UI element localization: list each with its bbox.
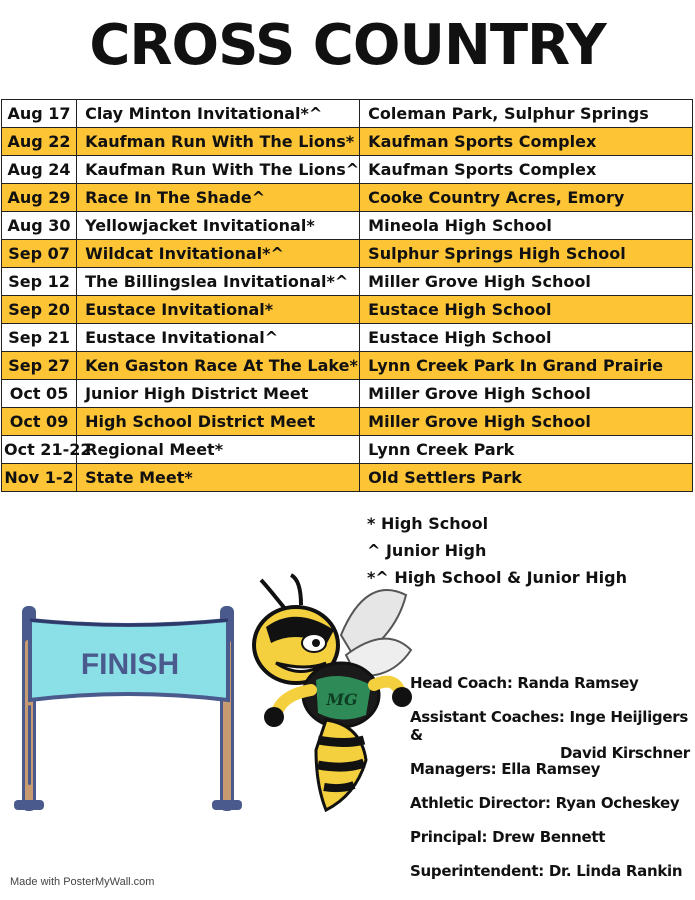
schedule-row xyxy=(2,156,693,184)
schedule-table xyxy=(1,99,693,492)
schedule-date: Aug 24 xyxy=(2,156,77,184)
schedule-row xyxy=(2,100,693,128)
assistant-coaches xyxy=(410,708,695,760)
head-coach: Head Coach: Randa Ramsey xyxy=(410,674,639,692)
schedule-date: Aug 17 xyxy=(2,100,77,128)
schedule-event: Kaufman Run With The Lions^ xyxy=(77,156,360,184)
schedule-row xyxy=(2,128,693,156)
schedule-date: Sep 27 xyxy=(2,352,77,380)
schedule-location: Miller Grove High School xyxy=(360,408,693,436)
schedule-location: Miller Grove High School xyxy=(360,380,693,408)
page-title: CROSS COUNTRY xyxy=(89,13,606,78)
assistant-coaches-line2: David Kirschner xyxy=(560,744,690,762)
schedule-row xyxy=(2,324,693,352)
schedule-date: Sep 21 xyxy=(2,324,77,352)
finish-label: FINISH xyxy=(80,648,180,681)
schedule-date: Aug 29 xyxy=(2,184,77,212)
schedule-location: Eustace High School xyxy=(360,296,693,324)
schedule-location: Eustace High School xyxy=(360,324,693,352)
schedule-location: Miller Grove High School xyxy=(360,268,693,296)
schedule-event: Wildcat Invitational*^ xyxy=(77,240,360,268)
athletic-director: Athletic Director: Ryan Ocheskey xyxy=(410,794,680,812)
schedule-event: Yellowjacket Invitational* xyxy=(77,212,360,240)
assistant-coaches-line1: Assistant Coaches: Inge Heijligers & xyxy=(410,708,688,744)
schedule-date: Oct 09 xyxy=(2,408,77,436)
schedule-row xyxy=(2,352,693,380)
schedule-row xyxy=(2,464,693,492)
staff-list xyxy=(410,674,695,896)
schedule-location: Mineola High School xyxy=(360,212,693,240)
schedule-date: Sep 12 xyxy=(2,268,77,296)
schedule-row xyxy=(2,212,693,240)
schedule-event: The Billingslea Invitational*^ xyxy=(77,268,360,296)
schedule-event: High School District Meet xyxy=(77,408,360,436)
schedule-row xyxy=(2,436,693,464)
schedule-event: Regional Meet* xyxy=(77,436,360,464)
schedule-row xyxy=(2,296,693,324)
schedule-date: Aug 30 xyxy=(2,212,77,240)
yellowjacket-mascot xyxy=(246,575,416,815)
legend-high-school: * High School xyxy=(367,514,489,533)
schedule-date: Aug 22 xyxy=(2,128,77,156)
schedule-date: Oct 05 xyxy=(2,380,77,408)
legend-both: *^ High School & Junior High xyxy=(367,568,627,587)
schedule-body xyxy=(2,100,693,492)
schedule-location: Old Settlers Park xyxy=(360,464,693,492)
schedule-event: Eustace Invitational^ xyxy=(77,324,360,352)
schedule-event: Race In The Shade^ xyxy=(77,184,360,212)
managers: Managers: Ella Ramsey xyxy=(410,760,601,778)
schedule-location: Sulphur Springs High School xyxy=(360,240,693,268)
schedule-row xyxy=(2,408,693,436)
schedule-location: Coleman Park, Sulphur Springs xyxy=(360,100,693,128)
schedule-location: Cooke Country Acres, Emory xyxy=(360,184,693,212)
schedule-event: State Meet* xyxy=(77,464,360,492)
schedule-event: Ken Gaston Race At The Lake* xyxy=(77,352,360,380)
schedule-location: Kaufman Sports Complex xyxy=(360,156,693,184)
schedule-event: Clay Minton Invitational*^ xyxy=(77,100,360,128)
schedule-location: Lynn Creek Park In Grand Prairie xyxy=(360,352,693,380)
principal: Principal: Drew Bennett xyxy=(410,828,606,846)
schedule-event: Kaufman Run With The Lions* xyxy=(77,128,360,156)
mascot-initials: MG xyxy=(326,690,358,709)
schedule-event: Eustace Invitational* xyxy=(77,296,360,324)
schedule-location: Kaufman Sports Complex xyxy=(360,128,693,156)
schedule-row xyxy=(2,268,693,296)
legend-junior-high: ^ Junior High xyxy=(367,541,487,560)
schedule-date: Oct 21-22 xyxy=(2,436,77,464)
schedule-row xyxy=(2,380,693,408)
schedule-date: Sep 20 xyxy=(2,296,77,324)
finish-line-illustration xyxy=(8,600,248,815)
schedule-event: Junior High District Meet xyxy=(77,380,360,408)
schedule-location: Lynn Creek Park xyxy=(360,436,693,464)
schedule-date: Sep 07 xyxy=(2,240,77,268)
schedule-date: Nov 1-2 xyxy=(2,464,77,492)
schedule-row xyxy=(2,240,693,268)
schedule-row xyxy=(2,184,693,212)
superintendent: Superintendent: Dr. Linda Rankin xyxy=(410,862,683,880)
poster-credit: Made with PosterMyWall.com xyxy=(10,876,155,888)
